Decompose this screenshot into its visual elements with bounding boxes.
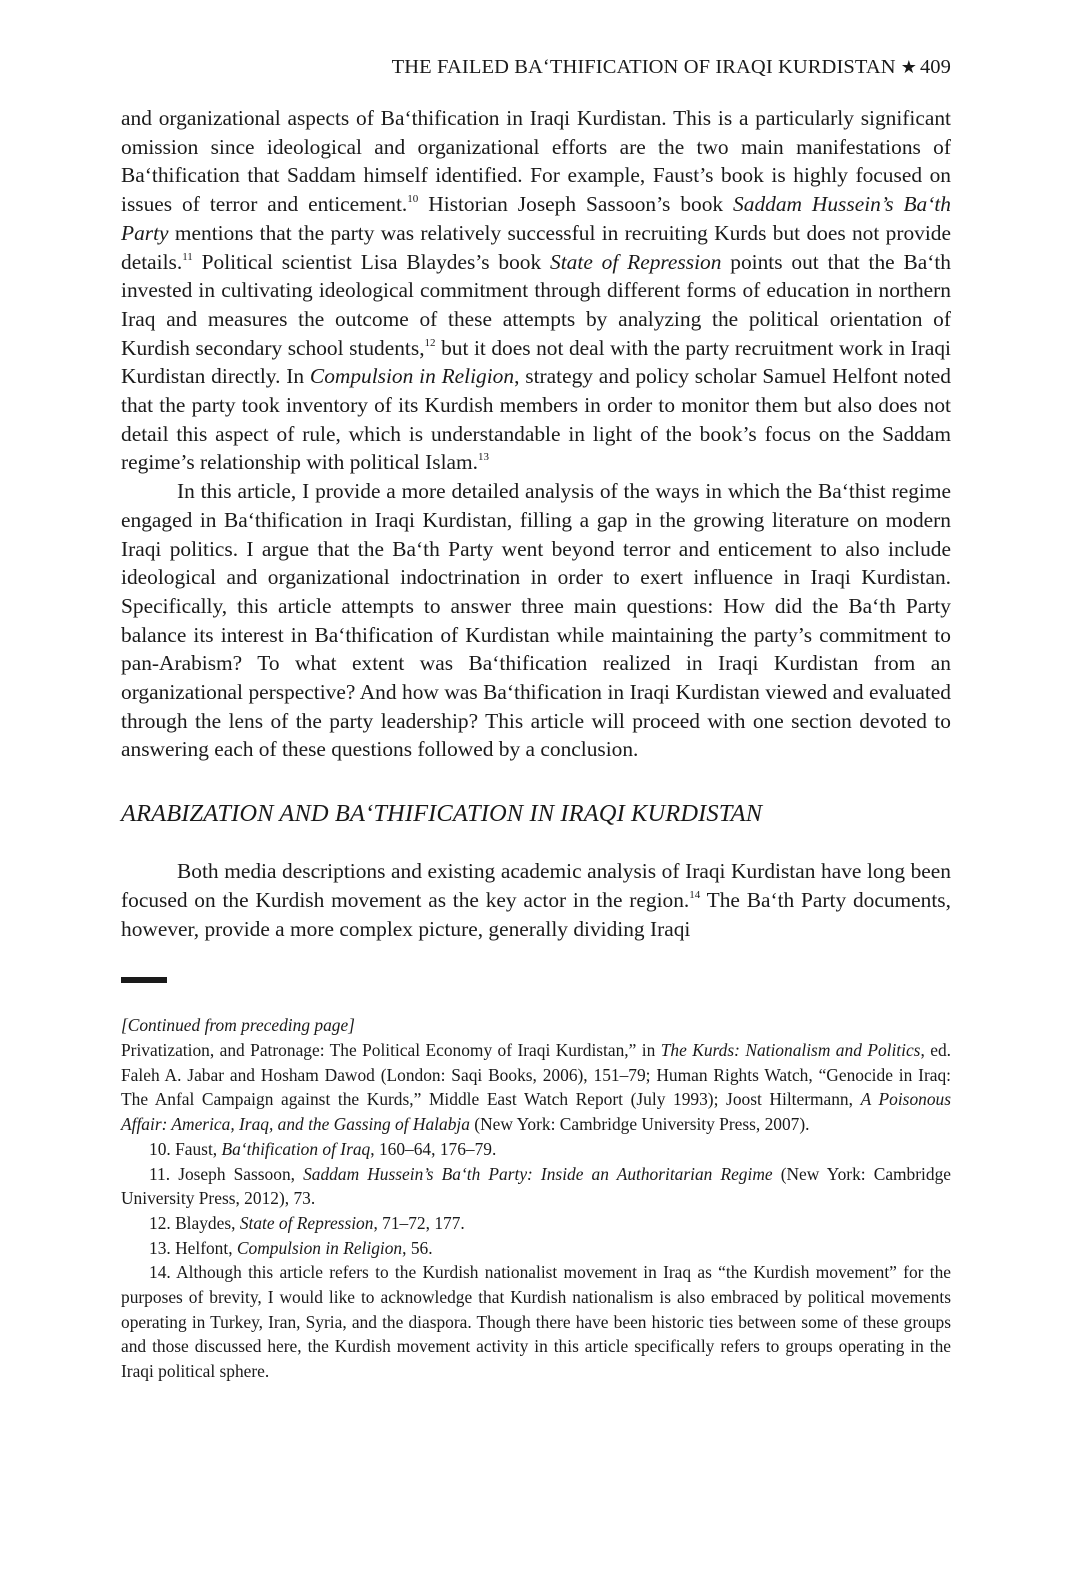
paragraph-1: and organizational aspects of Ba‘thification in Iraqi Kurdistan. This is a particularly significant omission since ideological and organizational efforts are the two main manifestations of Ba‘thification that Saddam himself identified. For example, Faust’s book is highly focused on issues of terror and enticement.$^{10}$ Historian Joseph Sassoon’s book Saddam Hussein’s Ba‘th Party mentions that the party was relatively successful in recruiting Kurds but does not provide details.$^{11}$ Political scientist Lisa Blaydes’s book State of Repression points out that the Ba‘th invested in cultivating ideological commitment through different forms of education in northern Iraq and measures the outcome of these attempts by analyzing the political orientation of Kurdish secondary school students,$^{12}$ but it does not deal with the party recruitment work in Iraqi Kurdistan directly. In Compulsion in Religion, strategy and policy scholar Samuel Helfont noted that the party took inventory of its Kurdish members in order to monitor them but also does not detail this aspect of rule, which is understandable in light of the book’s focus on the Saddam regime’s relationship with political Islam.$^{13}$: [121, 106, 952, 475]
continued-note: [Continued from preceding page]: [121, 1015, 355, 1036]
footnote-10: 10. Faust, Ba‘thification of Iraq, 160–64, 176–79.: [149, 1138, 497, 1159]
page-number: 409: [919, 56, 951, 78]
footnote-ref-12: 12: [424, 336, 436, 349]
running-title: THE FAILED BA‘THIFICATION OF IRAQI KURDISTAN: [391, 56, 896, 78]
footnote-continued-text: Privatization, and Patronage: The Political Economy of Iraqi Kurdistan,” in The Kurds: Nationalism and Politics, ed. Faleh A. Jabar and Hosham Dawod (London: Saqi Books, 2006), 151–79; Human Rights Watch, “Genocide in Iraq: The Anfal Campaign against the Kurds,” Middle East Watch Report (July 1993); Joost Hiltermann, A Poisonous Affair: America, Iraq, and the Gassing of Halabja (New York: Cambridge University Press, 2007).: [121, 1039, 951, 1135]
book-title: State of Repression: [550, 249, 722, 274]
book-title: Saddam Hussein’s Ba‘th Party: [121, 192, 952, 245]
journal-page: [121, 52, 951, 1384]
paragraph-2: In this article, I provide a more detailed analysis of the ways in which the Ba‘thist regime engaged in Ba‘thification in Iraqi Kurdistan, filling a gap in the growing literature on modern Iraqi politics. I argue that the Ba‘th Party went beyond terror and enticement to also include ideological and organizational indoctrination in order to exert influence in Iraqi Kurdistan. Specifically, this article attempts to answer three main questions: How did the Ba‘th Party balance its interest in Ba‘thification of Kurdistan while maintaining the party’s commitment to pan-Arabism? To what extent was Ba‘thification realized in Iraqi Kurdistan from an organizational perspective? And how was Ba‘thification in Iraqi Kurdistan viewed and evaluated through the lens of the party leadership? This article will proceed with one section devoted to answering each of these questions followed by a conclusion.: [121, 479, 951, 762]
footnote-11: 11. Joseph Sassoon, Saddam Hussein’s Ba‘th Party: Inside an Authoritarian Regime (New York: Cambridge University Press, 2012), 73.: [121, 1163, 951, 1209]
footnote-14: 14. Although this article refers to the Kurdish nationalist movement in Iraq as “the Kurdish movement” for the purposes of brevity, I would like to acknowledge that Kurdish nationalism is also embraced by political movements operating in Turkey, Iran, Syria, and the diaspora. Though there have been historic ties between some of these groups and those discussed here, the Kurdish movement activity in this article specifically refers to groups operating in the Iraqi political sphere.: [121, 1262, 951, 1382]
footnotes: [121, 1013, 951, 1384]
footnote-13: 13. Helfont, Compulsion in Religion, 56.: [149, 1237, 433, 1258]
footnote-rule: [121, 977, 167, 983]
body-text: [121, 104, 951, 943]
paragraph-3: Both media descriptions and existing academic analysis of Iraqi Kurdistan have long been focused on the Kurdish movement as the key actor in the region.$^{14}$ The Ba‘th Party documents, however, provide a more complex picture, generally dividing Iraqi: [121, 859, 951, 941]
footnote-12: 12. Blaydes, State of Repression, 71–72, 177.: [149, 1212, 465, 1233]
footnote-ref-14: 14: [689, 889, 701, 902]
footnote-ref-11: 11: [182, 250, 193, 263]
running-head: [121, 52, 951, 82]
footnote-ref-10: 10: [407, 193, 419, 206]
star-icon: ★: [900, 57, 917, 77]
footnote-ref-13: 13: [478, 451, 490, 464]
section-heading: ARABIZATION AND BA‘THIFICATION IN IRAQI KURDISTAN: [121, 800, 763, 828]
book-title: Compulsion in Religion: [309, 364, 515, 389]
